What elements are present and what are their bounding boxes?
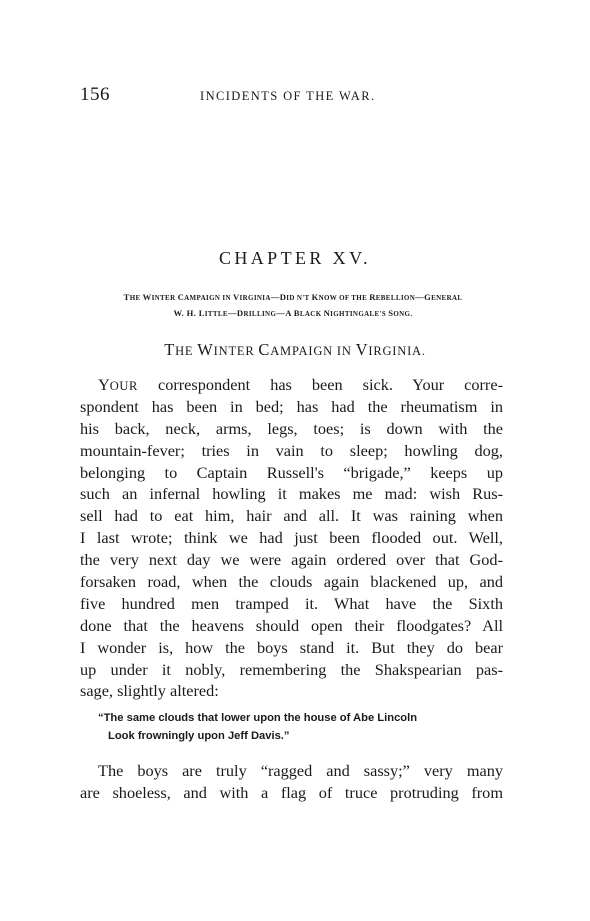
paragraph-line: sell had to eat him, hair and all. It was raining when — [80, 506, 503, 526]
chapter-synopsis — [78, 290, 508, 322]
paragraph-line: sage, slightly altered: — [80, 681, 219, 701]
paragraph-2 — [80, 760, 503, 804]
paragraph-line: forsaken road, when the clouds again blackened up, and — [80, 572, 503, 592]
paragraph-line: up under it nobly, remembering the Shakspearian pas- — [80, 659, 503, 679]
paragraph-line: done that the heavens should open their floodgates? All — [80, 615, 503, 635]
chapter-title: CHAPTER XV. — [218, 248, 372, 268]
paragraph-line: are shoeless, and with a flag of truce protruding from — [80, 782, 503, 802]
block-quote — [98, 709, 518, 745]
paragraph-line: such an infernal howling it makes me mad: wish Rus- — [80, 484, 503, 504]
paragraph-1 — [80, 374, 503, 702]
paragraph-line: belonging to Captain Russell's “brigade,” keeps up — [80, 462, 503, 482]
section-title: THE WINTER CAMPAIGN IN VIRGINIA. — [164, 340, 426, 359]
synopsis-line-2: W. H. LITTLE—DRILLING—A BLACK NIGHTINGALE'S SONG. — [173, 308, 413, 318]
paragraph-line: The boys are truly “ragged and sassy;” very many — [98, 761, 503, 780]
quote-line-1: “The same clouds that lower upon the house of Abe Lincoln — [98, 712, 418, 724]
page-number: 156 — [80, 84, 110, 105]
paragraph-line: his back, neck, arms, legs, toes; is down with the — [80, 418, 503, 438]
synopsis-line-1: THE WINTER CAMPAIGN IN VIRGINIA—DID N'T KNOW OF THE REBELLION—GENERAL — [123, 292, 463, 302]
running-head: INCIDENTS OF THE WAR. — [200, 89, 376, 103]
paragraph-line: the very next day we were again ordered over that God- — [80, 550, 503, 570]
paragraph-line: spondent has been in bed; has had the rheumatism in — [80, 396, 503, 416]
paragraph-line: I last wrote; think we had just been flooded out. Well, — [80, 528, 503, 548]
paragraph-line: mountain-fever; tries in vain to sleep; howling dog, — [80, 440, 503, 460]
paragraph-line: YOUR correspondent has been sick. Your corre- — [98, 375, 503, 394]
paragraph-line: I wonder is, how the boys stand it. But they do bear — [80, 637, 503, 657]
quote-line-2: Look frowningly upon Jeff Davis.” — [108, 730, 290, 742]
paragraph-line: five hundred men tramped it. What have the Sixth — [80, 593, 503, 613]
